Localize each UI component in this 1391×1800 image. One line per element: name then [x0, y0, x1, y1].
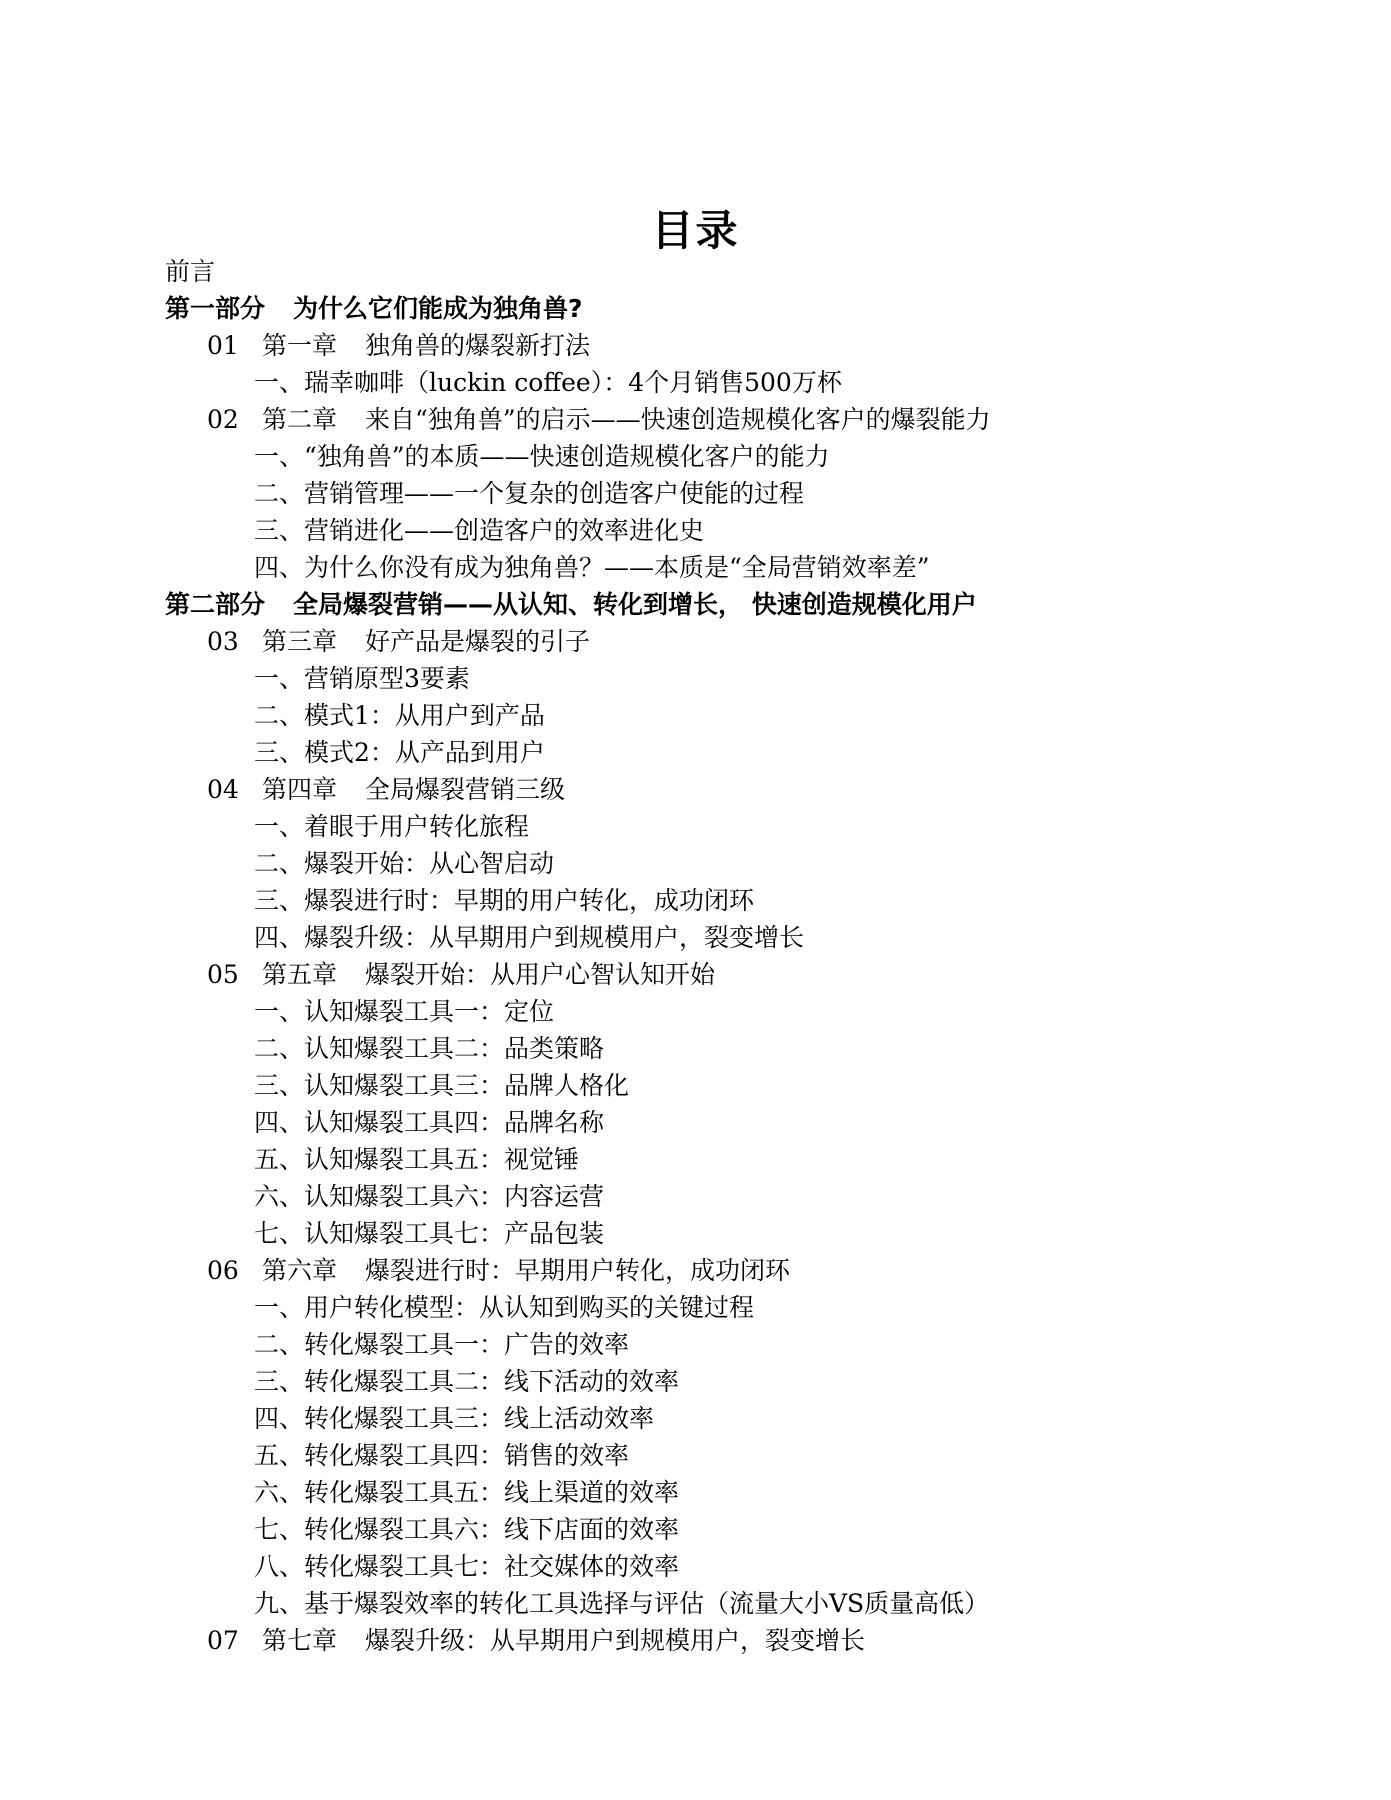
toc-entry-text: 四、爆裂升级：从早期用户到规模用户，裂变增长 [254, 923, 805, 952]
toc-chapter [207, 771, 565, 808]
toc-section [254, 1548, 679, 1585]
toc-entry-text: 六、转化爆裂工具五：线上渠道的效率 [254, 1478, 680, 1507]
toc-entry-text: 全局爆裂营销——从认知、转化到增长， 快速创造规模化用户 [293, 590, 977, 619]
toc-section [254, 475, 804, 512]
page-title: 目录 [651, 206, 740, 255]
toc-section [254, 660, 470, 697]
toc-entry-text: 三、营销进化——创造客户的效率进化史 [254, 516, 705, 545]
toc-entry-text: 一、用户转化模型：从认知到购买的关键过程 [254, 1293, 755, 1322]
toc-chapter-number: 03 [207, 627, 239, 656]
toc-entry-text: 八、转化爆裂工具七：社交媒体的效率 [254, 1552, 680, 1581]
toc-section [254, 1104, 604, 1141]
toc-chapter [207, 956, 715, 993]
toc-entry-text: 二、转化爆裂工具一：广告的效率 [254, 1330, 630, 1359]
toc-chapter-number: 07 [207, 1626, 239, 1655]
toc-chapter-label: 第五章 [262, 960, 338, 989]
toc-entry-text: 三、转化爆裂工具二：线下活动的效率 [254, 1367, 680, 1396]
toc-part-heading [165, 290, 583, 327]
toc-section [254, 1030, 604, 1067]
toc-chapter-number: 01 [207, 331, 239, 360]
toc-entry-text: 前言 [165, 257, 216, 286]
toc-entry-text: 二、爆裂开始：从心智启动 [254, 849, 555, 878]
toc-entry-text: 六、认知爆裂工具六：内容运营 [254, 1182, 605, 1211]
toc-entry-text: 三、爆裂进行时：早期的用户转化，成功闭环 [254, 886, 755, 915]
toc-chapter-number: 06 [207, 1256, 239, 1285]
toc-entry-text: 为什么它们能成为独角兽? [293, 294, 583, 323]
toc-chapter-number: 02 [207, 405, 239, 434]
toc-entry-text: 五、认知爆裂工具五：视觉锤 [254, 1145, 580, 1174]
toc-section [254, 1141, 579, 1178]
toc-entry-text: 二、模式1：从用户到产品 [254, 701, 545, 730]
toc-section [254, 1326, 629, 1363]
toc-entry-text: 爆裂升级：从早期用户到规模用户，裂变增长 [365, 1626, 866, 1655]
toc-chapter [207, 401, 991, 438]
toc-chapter-label: 第二章 [262, 405, 338, 434]
toc-entry-text: 爆裂进行时：早期用户转化，成功闭环 [365, 1256, 791, 1285]
toc-entry-text: 全局爆裂营销三级 [365, 775, 566, 804]
toc-section [254, 697, 545, 734]
toc-preface [165, 253, 215, 290]
toc-section [254, 1474, 679, 1511]
toc-entry-text: 四、为什么你没有成为独角兽？——本质是“全局营销效率差” [254, 553, 930, 582]
toc-entry-text: 九、基于爆裂效率的转化工具选择与评估（流量大小VS质量高低） [254, 1589, 990, 1618]
toc-chapter [207, 1252, 790, 1289]
toc-entry-text: 三、认知爆裂工具三：品牌人格化 [254, 1071, 630, 1100]
toc-entry-text: 三、模式2：从产品到用户 [254, 738, 545, 767]
toc-section [254, 364, 842, 401]
toc-part-label: 第二部分 [165, 590, 266, 619]
toc-section [254, 1437, 629, 1474]
toc-section [254, 808, 529, 845]
toc-section [254, 1215, 604, 1252]
toc-chapter-number: 05 [207, 960, 239, 989]
toc-chapter-label: 第七章 [262, 1626, 338, 1655]
toc-entry-text: 好产品是爆裂的引子 [365, 627, 591, 656]
toc-section [254, 549, 930, 586]
toc-entry-text: 来自“独角兽”的启示——快速创造规模化客户的爆裂能力 [365, 405, 991, 434]
toc-entry-text: 七、认知爆裂工具七：产品包装 [254, 1219, 605, 1248]
toc-section [254, 438, 830, 475]
toc-section [254, 734, 545, 771]
toc-entry-text: 二、认知爆裂工具二：品类策略 [254, 1034, 605, 1063]
toc-entry-text: 七、转化爆裂工具六：线下店面的效率 [254, 1515, 680, 1544]
toc-entry-text: 一、着眼于用户转化旅程 [254, 812, 530, 841]
toc-section [254, 1363, 679, 1400]
toc-entry-text: 一、认知爆裂工具一：定位 [254, 997, 555, 1026]
toc-chapter-label: 第三章 [262, 627, 338, 656]
toc-part-heading [165, 586, 977, 623]
toc-entry-text: 爆裂开始：从用户心智认知开始 [365, 960, 716, 989]
toc-section [254, 993, 554, 1030]
toc-entry-text: 二、营销管理——一个复杂的创造客户使能的过程 [254, 479, 805, 508]
toc-entry-text: 一、营销原型3要素 [254, 664, 470, 693]
toc-part-label: 第一部分 [165, 294, 266, 323]
toc-chapter [207, 327, 590, 364]
toc-section [254, 1178, 604, 1215]
toc-section [254, 1289, 754, 1326]
toc-chapter [207, 623, 590, 660]
toc-section [254, 882, 754, 919]
toc-entry-text: 独角兽的爆裂新打法 [365, 331, 591, 360]
toc-entry-text: 五、转化爆裂工具四：销售的效率 [254, 1441, 630, 1470]
toc-section [254, 919, 804, 956]
toc-chapter-label: 第一章 [262, 331, 338, 360]
toc-chapter [207, 1622, 865, 1659]
toc-chapter-label: 第六章 [262, 1256, 338, 1285]
toc-entry-text: 一、瑞幸咖啡（luckin coffee）：4个月销售500万杯 [254, 368, 842, 397]
toc-entry-text: 四、转化爆裂工具三：线上活动效率 [254, 1404, 655, 1433]
toc-section [254, 1511, 679, 1548]
toc-entry-text: 四、认知爆裂工具四：品牌名称 [254, 1108, 605, 1137]
toc-section [254, 512, 704, 549]
toc-chapter-number: 04 [207, 775, 239, 804]
toc-chapter-label: 第四章 [262, 775, 338, 804]
toc-section [254, 1067, 629, 1104]
toc-section [254, 845, 554, 882]
toc-entry-text: 一、“独角兽”的本质——快速创造规模化客户的能力 [254, 442, 830, 471]
toc-section [254, 1585, 989, 1622]
toc-section [254, 1400, 654, 1437]
